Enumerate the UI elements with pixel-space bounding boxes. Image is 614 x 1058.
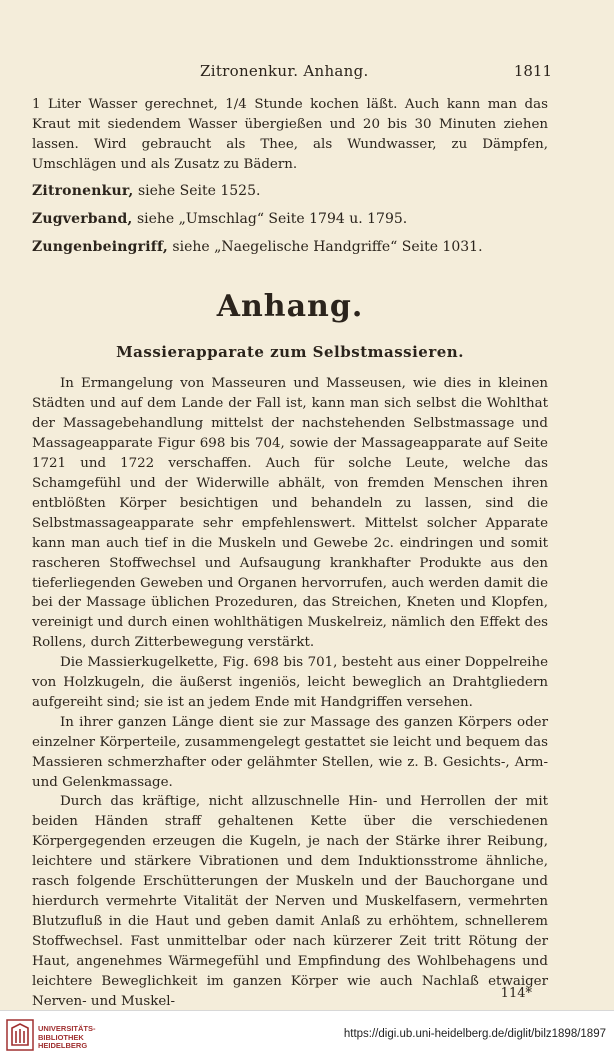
section-title: Massierapparate zum Selbstmassieren.: [116, 342, 464, 361]
running-head: Zitronenkur. Anhang.: [200, 62, 369, 80]
entry-text: siehe „Naegelische Handgriffe“ Seite 1031.: [167, 238, 483, 255]
sheet-signature: 114*: [500, 986, 532, 1001]
appendix-title: Anhang.: [216, 288, 364, 324]
entry-zitronenkur: [32, 177, 548, 205]
library-name: UNIVERSITÄTS- BIBLIOTHEK HEIDELBERG: [38, 1024, 96, 1050]
entry-text: siehe Seite 1525.: [133, 182, 261, 199]
entry-term: Zitronenkur,: [32, 182, 134, 199]
body-text: [32, 95, 548, 1011]
paragraph: Durch das kräftige, nicht allzuschnelle Hin- und Herrollen der mit beiden Händen straff gehaltenen Kette über die verschiedenen Körpergegenden erzeugen die Kugeln, je nach der Stärke ihrer Reibung, leichtere und stärkere Vibrationen und dem Induktionsstrome ähnliche, rasch folgende Erschütterungen der Muskeln und der Bauchorgane und hierdurch vermehrte Vitalität der Nerven und Muskelfasern, vermehrten Blutzufluß in die Haut und geben damit Anlaß zu erhöhtem, schnellerem Stoffwechsel. Fast unmittelbar oder nach kürzerer Zeit tritt Rötung der Haut, angenehmes Wärmegefühl und Empfindung des Wohlbehagens und leichtere Beweglichkeit im ganzen Körper wie auch Nachlaß etwaiger Nerven- und Muskel-: [32, 794, 548, 1009]
permalink-url[interactable]: https://digi.ub.uni-heidelberg.de/diglit/bilz1898/1897: [343, 1028, 606, 1040]
entry-text: siehe „Umschlag“ Seite 1794 u. 1795.: [132, 210, 408, 227]
university-library-logo-icon[interactable]: [6, 1019, 34, 1051]
paragraph: In ihrer ganzen Länge dient sie zur Massage des ganzen Körpers oder einzelner Körperteile, zusammengelegt gestattet sie leicht und bequem das Massieren schmerzhafter oder gelähmter Stellen, wie z. B. Gesichts-, Arm- und Gelenkmassage.: [32, 714, 548, 790]
paragraph: Die Massierkugelkette, Fig. 698 bis 701, besteht aus einer Doppelreihe von Holzkugeln, die äußerst ingeniös, leicht beweglich an Drahtgliedern aufgereiht sind; sie ist an jedem Ende mit Handgriffen versehen.: [32, 655, 548, 710]
paragraph: In Ermangelung von Masseuren und Masseusen, wie dies in kleinen Städten und auf dem Lande der Fall ist, kann man sich selbst die Wohlthat der Massagebehandlung mittelst der nachstehenden Selbstmassage und Massageapparate Figur 698 bis 704, sowie der Massageapparate auf Seite 1721 und 1722 verschaffen. Auch für solche Leute, welche das Schamgefühl und der Widerwille abhält, von fremden Menschen ihren entblößten Körper besichtigen und behandeln zu lassen, sind die Selbstmassageapparate sehr empfehlenswert. Mittelst solcher Apparate kann man auch tief in die Muskeln und Gewebe 2c. eindringen und somit rascheren Stoffwechsel und Aufsaugung krankhafter Produkte aus den tieferliegenden Geweben und Organen hervorrufen, auch werden damit die bei der Massage üblichen Prozeduren, das Streichen, Kneten und Klopfen, vereinigt und durch einen wohlthätigen Muskelreiz, nämlich den Effekt des Rollens, durch Zitterbewegung verstärkt.: [32, 376, 548, 651]
entry-zungenbeingriff: [32, 233, 548, 261]
page-number: 1811: [513, 62, 552, 80]
entry-term: Zungenbeingriff,: [32, 238, 168, 255]
viewer-footer: [0, 1010, 614, 1058]
entry-zugverband: [32, 205, 548, 233]
intro-paragraph: 1 Liter Wasser gerechnet, 1/4 Stunde kochen läßt. Auch kann man das Kraut mit siedendem Wasser übergießen und 20 bis 30 Minuten ziehen lassen. Wird gebraucht als Thee, als Wundwasser, zu Dämpfen, Umschlägen und als Zusatz zu Bädern.: [32, 97, 548, 172]
entry-term: Zugverband,: [32, 210, 133, 227]
page-header: [0, 62, 614, 84]
